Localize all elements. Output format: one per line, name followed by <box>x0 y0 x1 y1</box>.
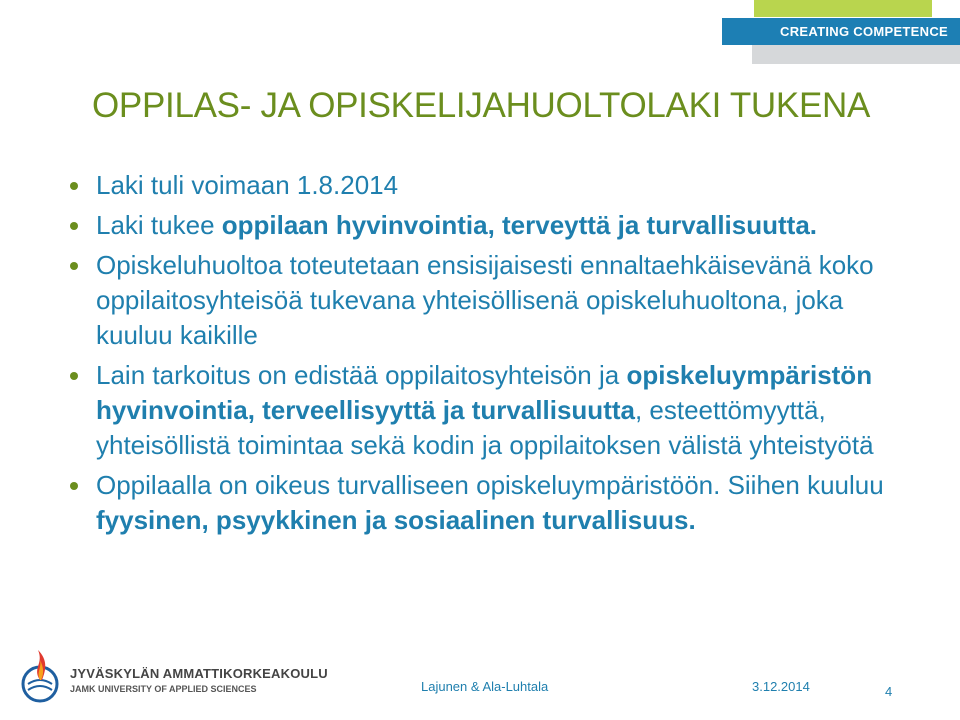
brand-banner <box>722 0 960 64</box>
bullet-text: Laki tuli voimaan 1.8.2014 <box>96 170 399 200</box>
bullet-item <box>72 248 902 353</box>
bullet-dot-icon <box>70 262 78 270</box>
org-name: JYVÄSKYLÄN AMMATTIKORKEAKOULU <box>70 666 328 681</box>
bullet-dot-icon <box>70 182 78 190</box>
footer-date: 3.12.2014 <box>752 679 810 694</box>
slide-title: OPPILAS- JA OPISKELIJAHUOLTOLAKI TUKENA <box>92 86 871 125</box>
org-subtitle: JAMK UNIVERSITY OF APPLIED SCIENCES <box>70 684 257 694</box>
page-number: 4 <box>885 684 893 699</box>
bullet-dot-icon <box>70 222 78 230</box>
bullet-text: Laki tukee <box>96 210 222 240</box>
bullet-text: Lain tarkoitus on edistää oppilaitosyhteisön ja <box>96 360 627 390</box>
bullet-dot-icon <box>70 482 78 490</box>
bullet-bold-text: fyysinen, psyykkinen ja sosiaalinen turvallisuus. <box>96 505 696 535</box>
bullet-text-end: , esteettömyyttä, yhteisöllistä toimintaa sekä kodin ja oppilaitoksen välistä yhteistyötä <box>96 395 874 460</box>
bullet-item <box>72 208 902 243</box>
bullet-text: Oppilaalla on oikeus turvalliseen opiskeluympäristöön. Siihen kuuluu <box>96 470 884 500</box>
bullet-bold-text: oppilaan hyvinvointia, terveyttä ja turvallisuutta. <box>221 210 818 240</box>
bullet-dot-icon <box>70 372 78 380</box>
banner-green-strip <box>754 0 932 17</box>
bullet-item <box>72 468 902 538</box>
banner-text: CREATING COMPETENCE <box>722 18 960 45</box>
bullet-item <box>72 168 902 203</box>
bullet-list <box>72 168 902 546</box>
footer-author: Lajunen & Ala-Luhtala <box>421 679 549 694</box>
bullet-text: Opiskeluhuoltoa toteutetaan ensisijaisesti ennaltaehkäisevänä koko oppilaitosyhteisöä tukevana yhteisöllisenä opiskeluhuoltona, joka kuuluu kaikille <box>96 250 874 350</box>
bullet-bold-text: opiskeluympäristön hyvinvointia, terveellisyyttä ja turvallisuutta <box>96 360 873 425</box>
bullet-item <box>72 358 902 463</box>
